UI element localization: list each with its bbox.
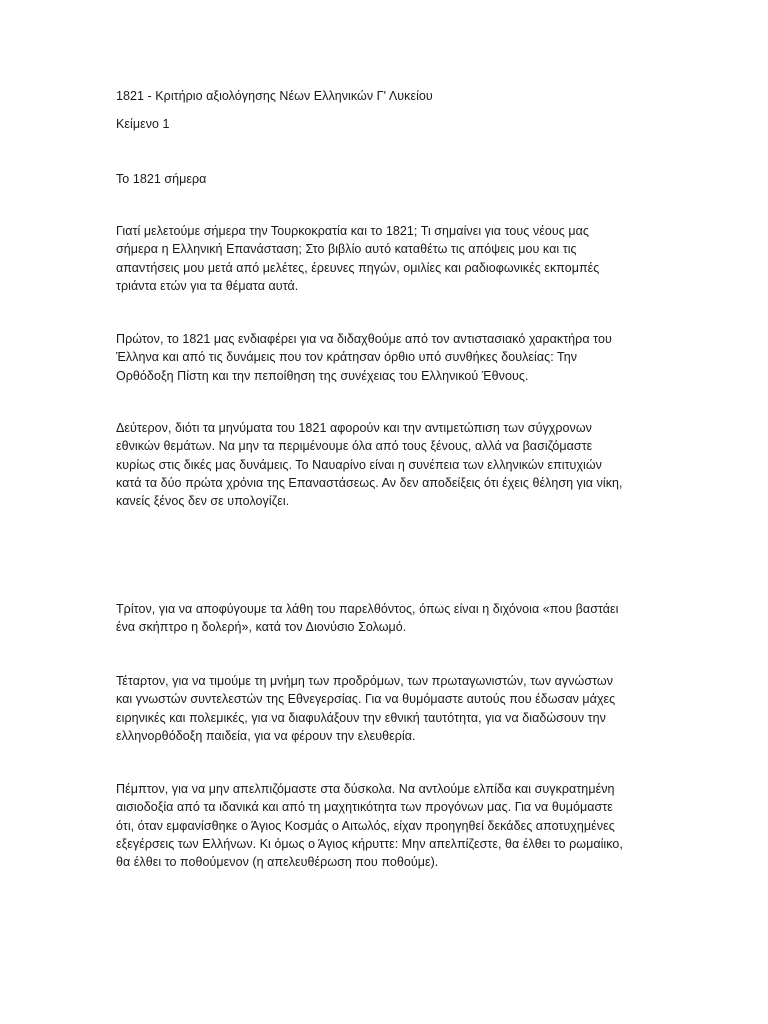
paragraph-line: εξεγέρσεις των Ελλήνων. Κι όμως ο Άγιος κήρυττε: Μην απελπίζεστε, θα έλθει το ρωμαίικο, [116,836,623,851]
paragraph-line: Γιατί μελετούμε σήμερα την Τουρκοκρατία και το 1821; Τι σημαίνει για τους νέους μας [116,224,589,238]
paragraph-fourth [116,672,656,745]
paragraph-line: ένα σκήπτρο η δολερή», κατά τον Διονύσιο Σολωμό. [116,620,407,635]
paragraph-line: ειρηνικές και πολεμικές, για να διαφυλάξουν την εθνική ταυτότητα, για να διαδώσουν την [116,710,606,725]
subtitle-line: Κείμενο 1 [116,117,170,131]
paragraph-line: Ορθόδοξη Πίστη και την πεποίθηση της συνέχειας του Ελληνικού Έθνους. [116,368,529,383]
paragraph-fifth [116,780,656,871]
paragraph-line: τριάντα ετών για τα θέματα αυτά. [116,278,299,293]
paragraph-line: Έλληνα και από τις δυνάμεις που τον κράτησαν όρθιο υπό συνθήκες δουλείας: Την [116,350,578,365]
paragraph-line: Τρίτον, για να αποφύγουμε τα λάθη του παρελθόντος, όπως είναι η διχόνοια «που βαστάει [116,602,619,616]
paragraph-line: και γνωστών συντελεστών της Εθνεγερσίας. Για να θυμόμαστε αυτούς που έδωσαν μάχες [116,692,616,707]
paragraph-first [116,330,656,385]
paragraph-second [116,419,656,510]
paragraph-line: Πρώτον, το 1821 μας ενδιαφέρει για να διδαχθούμε από τον αντιστασιακό χαρακτήρα του [116,332,612,346]
paragraph-line: Δεύτερον, διότι τα μηνύματα του 1821 αφορούν και την αντιμετώπιση των σύγχρονων [116,421,592,435]
title-line: 1821 - Κριτήριο αξιολόγησης Νέων Ελληνικών Γ' Λυκείου [116,89,433,103]
paragraph-line: ελληνορθόδοξη παιδεία, για να φέρουν την ελευθερία. [116,728,416,743]
paragraph-intro [116,222,656,295]
document-title [116,87,656,105]
paragraph-line: Πέμπτον, για να μην απελπιζόμαστε στα δύσκολα. Να αντλούμε ελπίδα και συγκρατημένη [116,782,615,796]
paragraph-line: κατά τα δύο πρώτα χρόνια της Επαναστάσεως. Αν δεν αποδείξεις ότι έχεις θέληση για νίκη, [116,475,623,490]
paragraph-third [116,600,656,637]
paragraph-line: θα έλθει το ποθούμενον (η απελευθέρωση που ποθούμε). [116,855,439,870]
section-heading [116,170,656,188]
paragraph-line: εθνικών θεμάτων. Να μην τα περιμένουμε όλα από τους ξένους, αλλά να βασιζόμαστε [116,439,593,454]
paragraph-line: σήμερα η Ελληνική Επανάσταση; Στο βιβλίο αυτό καταθέτω τις απόψεις μου και τις [116,242,577,257]
paragraph-line: Τέταρτον, για να τιμούμε τη μνήμη των προδρόμων, των πρωταγωνιστών, των αγνώστων [116,674,614,688]
document-subtitle [116,115,656,133]
paragraph-line: κυρίως στις δικές μας δυνάμεις. Το Ναυαρίνο είναι η συνέπεια των ελληνικών επιτυχιών [116,457,602,472]
paragraph-line: αισιοδοξία από τα ιδανικά και από τη μαχητικότητα των προγόνων μας. Για να θυμόμαστε [116,800,613,815]
paragraph-line: κανείς ξένος δεν σε υπολογίζει. [116,494,290,509]
paragraph-line: απαντήσεις μου μετά από μελέτες, έρευνες πηγών, ομιλίες και ραδιοφωνικές εκπομπές [116,260,600,275]
paragraph-line: ότι, όταν εμφανίσθηκε ο Άγιος Κοσμάς ο Αιτωλός, είχαν προηγηθεί δεκάδες αποτυχημένες [116,818,615,833]
heading-line: Το 1821 σήμερα [116,172,207,186]
